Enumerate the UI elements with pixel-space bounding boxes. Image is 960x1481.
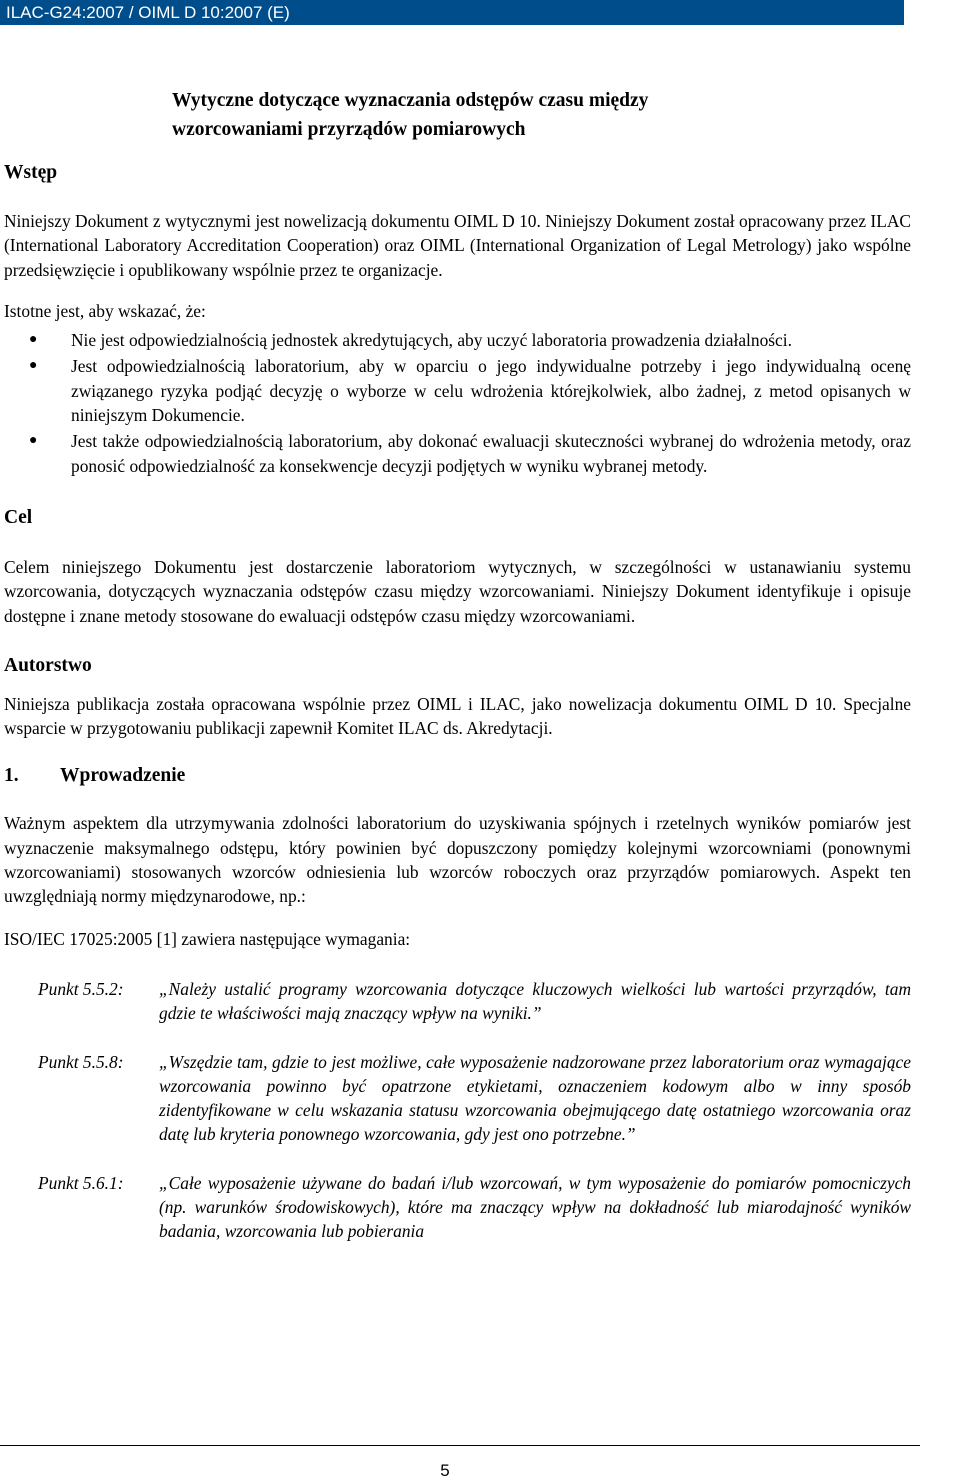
page-content: [4, 70, 911, 1244]
responsibility-list: [4, 328, 911, 478]
requirement-item: [4, 1050, 911, 1147]
heading-purpose: Cel: [4, 506, 33, 528]
list-item-text: Jest odpowiedzialnością laboratorium, aby w oparciu o jego indywidualne potrzeby i jego indywidualną ocenę związanego ryzyka podjąć decyzję o wyborze w celu wdrożenia którejkolwiek, albo żadnej, z metod opisanych w niniejszym Dokumencie.: [71, 356, 911, 426]
document-title-line-1: Wytyczne dotyczące wyznaczania odstępów czasu między: [172, 90, 649, 111]
list-item: [4, 429, 911, 478]
document-title-line-2: wzorcowaniami przyrządów pomiarowych: [172, 119, 526, 140]
intro-paragraph: Niniejszy Dokument z wytycznymi jest nowelizacją dokumentu OIML D 10. Niniejszy Dokument został opracowany przez ILAC (International Laboratory Accreditation Cooperation) oraz OIML (International Organization of Legal Metrology) jako wspólne przedsięwzięcie i opublikowany wspólnie przez te organizacje.: [4, 211, 911, 280]
list-item: [4, 328, 911, 352]
requirement-label: Punkt 5.5.2:: [38, 978, 124, 999]
requirement-text: „Całe wyposażenie używane do badań i/lub wzorcowań, w tym wyposażenie do pomiarów pomocniczych (np. warunków środowiskowych), które ma znaczący wpływ na dokładność lub miarodajność wyników badania, wzorcowania lub pobierania: [159, 1172, 911, 1242]
section-1-paragraph: Ważnym aspektem dla utrzymywania zdolności laboratorium do uzyskiwania spójnych i rzetelnych wyników pomiarów jest wyznaczenie maksymalnego odstępu, który powinien być dopuszczony pomiędzy kolejnymi wzorcowniami (ponownymi wzorcowaniami) stosowanych wzorców odniesienia lub wzorców roboczych oraz przyrządów pomiarowych. Aspekt ten uwzględniają normy międzynarodowe, np.:: [4, 813, 911, 907]
heading-intro: Wstęp: [4, 162, 58, 183]
document-title: [172, 86, 911, 144]
purpose-paragraph: Celem niniejszego Dokumentu jest dostarczenie laboratoriom wytycznych, w szczególności w ustanawianiu systemu wzorcowania, dotyczących wyznaczania odstępów czasu między wzorcowaniami. Niniejszy Dokument identyfikuje i opisuje dostępne i znane metody stosowane do ewaluacji odstępów czasu między wzorcowaniami.: [4, 556, 911, 626]
requirement-text: „Należy ustalić programy wzorcowania dotyczące kluczowych wielkości lub wartości przyrządów, tam gdzie te właściwości mają znaczący wpływ na wyniki.”: [159, 978, 911, 1024]
bullet-icon: ●: [29, 358, 38, 374]
list-item-text: Nie jest odpowiedzialnością jednostek akredytujących, aby uczyć laboratoria prowadzenia działalności.: [71, 330, 792, 351]
requirement-label: Punkt 5.5.8:: [38, 1051, 124, 1072]
bullet-icon: ●: [29, 332, 38, 348]
authorship-paragraph: Niniejsza publikacja została opracowana wspólnie przez OIML i ILAC, jako nowelizacja dokumentu OIML D 10. Specjalne wsparcie w przygotowaniu publikacji zapewnił Komitet ILAC ds. Akredytacji.: [4, 693, 911, 739]
intro-lead: Istotne jest, aby wskazać, że:: [4, 300, 206, 321]
section-number: 1.: [4, 765, 19, 787]
heading-authorship: Autorstwo: [4, 654, 92, 676]
section-title: Wprowadzenie: [60, 765, 186, 787]
requirement-text: „Wszędzie tam, gdzie to jest możliwe, całe wyposażenie nadzorowane przez laboratorium oraz wymagające wzorcowania powinno być opatrzone etykietami, oznaczeniem kodowym albo w inny sposób zidentyfikowane w celu wskazania statusu wzorcowania obejmującego datę ostatniego wzorcowania oraz datę lub kryteria ponownego wzorcowania, gdy jest ono potrzebne.”: [159, 1051, 911, 1145]
iso-lead: ISO/IEC 17025:2005 [1] zawiera następujące wymagania:: [4, 928, 411, 949]
footer-divider: [0, 1445, 920, 1446]
requirement-label: Punkt 5.6.1:: [38, 1172, 124, 1193]
list-item-text: Jest także odpowiedzialnością laboratorium, aby dokonać ewaluacji skuteczności wybranej do wdrożenia metody, oraz ponosić odpowiedzialność za konsekwencje decyzji podjętych w wyniku wybranej metody.: [71, 431, 911, 476]
requirement-item: [4, 977, 911, 1026]
requirement-item: [4, 1171, 911, 1244]
document-header-bar: [0, 0, 904, 25]
heading-section-1: [4, 764, 911, 788]
bullet-icon: ●: [29, 433, 38, 449]
document-code: ILAC-G24:2007 / OIML D 10:2007 (E): [6, 3, 290, 22]
list-item: [4, 354, 911, 427]
page-number: 5: [440, 1461, 450, 1480]
